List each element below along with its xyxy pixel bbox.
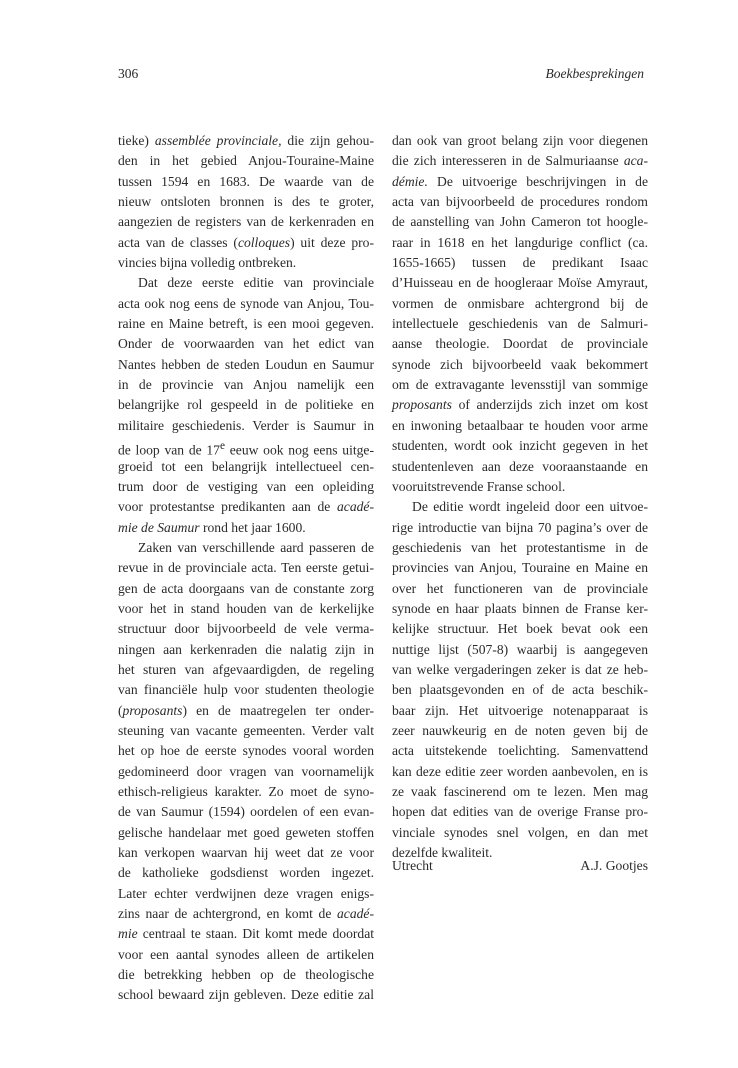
- text-line: mie de Saumur rond het jaar 1600.: [118, 519, 306, 535]
- text-line: provincies van Anjou, Touraine en Maine en: [392, 560, 648, 576]
- text-line: aanse theologie. Doordat de provinciale: [392, 336, 648, 352]
- text-line: mie centraal te staan. Dit komt mede doordat: [118, 926, 374, 942]
- text-line: raar in 1618 en het langdurige conflict (ca.: [392, 234, 648, 250]
- text-line: acta ook nog eens de synode van Anjou, Tou-: [118, 295, 374, 311]
- text-line: hopen dat edities van de overige Franse pro-: [392, 804, 648, 820]
- text-line: in de provincie van Anjou namelijk een: [118, 377, 374, 393]
- text-line: rige introductie van bijna 70 pagina’s over de: [392, 519, 648, 535]
- text-line: vincies bijna volledig ontbreken.: [118, 255, 297, 271]
- text-line: (proposants) en de maatregelen ter onder-: [118, 702, 374, 718]
- page-number: 306: [118, 66, 139, 81]
- text-line: studentenleven aan deze vooraanstaande en: [392, 458, 648, 474]
- text-line: voor protestantse predikanten aan de acadé-: [118, 499, 374, 515]
- left-column: [118, 131, 374, 1006]
- text-line: voor het in stand houden van de kerkelijke: [118, 600, 374, 616]
- text-line: Onder de voorwaarden van het edict van: [118, 336, 374, 352]
- text-line: acta uitstekende toelichting. Samenvattend: [392, 743, 648, 759]
- text-line: het sturen van afgevaardigden, de regeling: [118, 661, 374, 677]
- text-line: Zaken van verschillende aard passeren de: [138, 539, 374, 555]
- text-line: tussen 1594 en 1683. De waarde van de: [118, 173, 374, 189]
- signature-line: [392, 858, 648, 874]
- signature-place: Utrecht: [392, 858, 433, 873]
- text-line: die zich interesseren in de Salmuriaanse aca-: [392, 153, 648, 169]
- text-line: belangrijke rol gespeeld in de politieke en: [118, 397, 374, 413]
- text-line: kelijke structuur. Het boek bevat ook een: [392, 621, 648, 637]
- text-line: vormen de onmisbare achtergrond bij de: [392, 295, 648, 311]
- text-line: d’Huisseau en de hoogleraar Moïse Amyraut,: [392, 275, 648, 291]
- text-line: de aanstelling van John Cameron tot hoogle-: [392, 214, 648, 230]
- text-line: dan ook van groot belang zijn voor diegenen: [392, 133, 648, 148]
- text-line: Nantes hebben de steden Loudun en Saumur: [118, 356, 374, 372]
- text-line: het op hoe de eerste synodes vooral worden: [118, 743, 374, 759]
- text-line: nieuw ontsloten bronnen is des te groter,: [118, 194, 374, 210]
- text-line: proposants of anderzijds zich inzet om kost: [392, 397, 648, 413]
- text-line: school bewaard zijn gebleven. Deze editie zal: [118, 987, 374, 1003]
- text-line: synode en haar plaats binnen de Franse ker-: [392, 600, 648, 616]
- text-line: van financiële hulp voor studenten theologie: [118, 682, 374, 698]
- text-line: démie. De uitvoerige beschrijvingen in de: [392, 173, 648, 189]
- text-line: gedomineerd door vragen van voornamelijk: [118, 763, 374, 779]
- text-line: die betrekking hebben op de theologische: [118, 967, 374, 983]
- text-line: kan deze editie zeer worden aanbevolen, en is: [392, 763, 648, 779]
- text-line: vooruitstrevende Franse school.: [392, 478, 566, 494]
- text-line: nuttige lijst (507-8) waarbij is aangegeven: [392, 641, 648, 657]
- text-line: ben plaatsgevonden en of de acta beschik-: [392, 682, 648, 698]
- text-line: raine en Maine betreft, is een mooi gegeven.: [118, 316, 374, 332]
- text-line: De editie wordt ingeleid door een uitvoe-: [412, 499, 648, 515]
- signature-author: A.J. Gootjes: [580, 858, 648, 873]
- text-line: de loop van de 17e eeuw ook nog eens uitge-: [118, 440, 374, 458]
- text-line: Dat deze eerste editie van provinciale: [138, 275, 374, 291]
- text-line: groeid tot een belangrijk intellectueel cen-: [118, 458, 374, 474]
- text-line: baar zijn. Het uitvoerige notenapparaat is: [392, 702, 648, 718]
- text-line: om de extravagante levensstijl van sommige: [392, 377, 648, 393]
- text-line: synode zich bijvoorbeeld vaak bekommert: [392, 356, 648, 372]
- text-line: ze vaak fascinerend om te lezen. Men mag: [392, 784, 648, 799]
- text-line: Later echter verdwijnen deze vragen enigs-: [118, 885, 374, 901]
- text-line: ningen aan kerkenraden die nalatig zijn in: [118, 641, 374, 657]
- text-line: gen de acta doorgaans van de constante zorg: [118, 580, 374, 596]
- text-line: en inwoning betaalbaar te houden voor arme: [392, 417, 648, 433]
- running-head: Boekbesprekingen: [545, 66, 644, 81]
- text-line: 1655-1665) tussen de predikant Isaac: [392, 255, 648, 271]
- text-line: geschiedenis van het protestantisme in de: [392, 539, 648, 555]
- text-line: gelische handelaar met goed geweten stoffen: [118, 824, 374, 840]
- text-line: acta van bijvoorbeeld de procedures rondom: [392, 194, 648, 210]
- text-line: studenten, wordt ook inzicht gegeven in het: [392, 438, 648, 454]
- text-line: revue in de provinciale acta. Ten eerste getui-: [118, 560, 374, 576]
- right-column: [392, 131, 648, 863]
- text-line: over het functioneren van de provinciale: [392, 580, 648, 596]
- text-line: tieke) assemblée provinciale, die zijn gehou-: [118, 133, 375, 148]
- text-line: van welke vergaderingen zeker is dat ze heb-: [392, 661, 648, 677]
- text-line: structuur door bijvoorbeeld de vele verma-: [118, 621, 374, 637]
- text-line: den in het gebied Anjou-Touraine-Maine: [118, 153, 374, 169]
- text-line: militaire geschiedenis. Verder is Saumur in: [118, 417, 374, 433]
- text-line: kan verkopen waarvan hij weet dat ze voor: [118, 845, 374, 861]
- text-line: zins naar de achtergrond, en komt de acadé-: [118, 906, 374, 922]
- text-line: ethisch-religieus karakter. Zo moet de syno-: [118, 784, 374, 799]
- text-line: steuning van vacante gemeenten. Verder valt: [118, 722, 374, 738]
- text-line: de van Saumur (1594) oordelen of een evan-: [118, 804, 374, 820]
- text-line: de katholieke godsdienst worden ingezet.: [118, 865, 374, 881]
- text-line: intellectuele geschiedenis van de Salmuri-: [392, 316, 648, 332]
- text-line: dezelfde kwaliteit.: [392, 845, 493, 861]
- text-line: zeer nauwkeurig en de noten geven bij de: [392, 722, 648, 738]
- text-line: vinciale synodes snel volgen, en dan met: [392, 824, 648, 840]
- text-line: acta van de classes (colloques) uit deze pro-: [118, 234, 374, 250]
- text-line: trum door de vestiging van een opleiding: [118, 478, 374, 494]
- text-line: aangezien de registers van de kerkenraden en: [118, 214, 374, 230]
- text-line: voor een aantal synodes alleen de artikelen: [118, 946, 374, 962]
